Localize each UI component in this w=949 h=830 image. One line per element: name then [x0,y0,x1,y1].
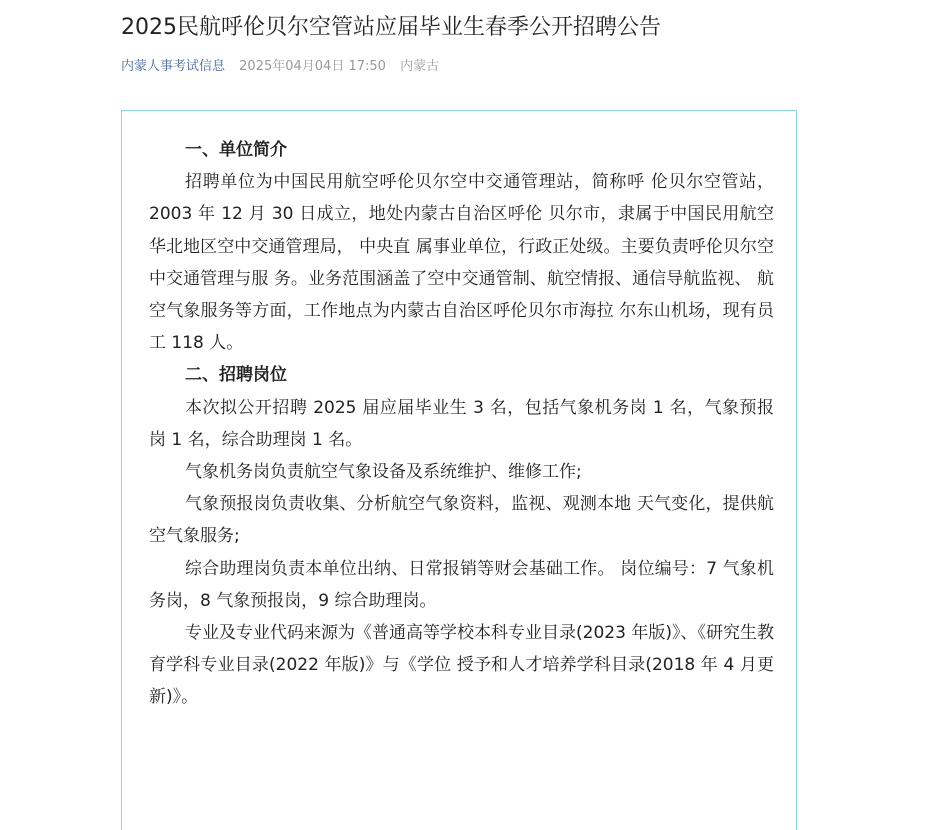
paragraph-assistant-duty: 综合助理岗负责本单位出纳、日常报销等财会基础工作。 岗位编号：7 气象机务岗，8 气象预报岗，9 综合助理岗。 [149,558,774,611]
article-meta [121,57,439,77]
section-heading-unit-intro: 一、单位简介 [185,140,287,160]
article-content-box [121,110,797,830]
paragraph-meteo-equipment-duty: 气象机务岗负责航空气象设备及系统维护、维修工作; [185,462,582,483]
paragraph-major-catalog: 专业及专业代码来源为《普通高等学校本科专业目录(2023 年版)》、《研究生教育学科专业目录(2022 年版)》与《学位 授予和人才培养学科目录(2018 年 4 月更新)》。 [149,623,774,708]
paragraph-unit-intro: 招聘单位为中国民用航空呼伦贝尔空中交通管理站，简称呼 伦贝尔空管站，2003 年 12 月 30 日成立，地处内蒙古自治区呼伦 贝尔市，隶属于中国民用航空华北地区空中交通管理局， 中央直 属事业单位，行政正处级。主要负责呼伦贝尔空中交通管理与服 务。业务范围涵盖了空中交通管制、航空情报、通信导航监视、 航空气象服务等方面，工作地点为内蒙古自治区呼伦贝尔市海拉 尔东山机场，现有员工 118 人。 [149,172,774,354]
paragraph-meteo-forecast-duty: 气象预报岗负责收集、分析航空气象资料，监视、观测本地 天气变化，提供航空气象服务; [149,494,774,547]
article-body [149,134,774,714]
article-title: 2025民航呼伦贝尔空管站应届毕业生春季公开招聘公告 [121,15,661,40]
article-region: 内蒙古 [400,59,440,74]
paragraph-positions-overview: 本次拟公开招聘 2025 届应届毕业生 3 名，包括气象机务岗 1 名，气象预报岗 1 名，综合助理岗 1 名。 [149,397,774,450]
article-datetime: 2025年04月04日 17:50 [239,59,386,74]
section-heading-positions: 二、招聘岗位 [185,365,287,386]
article-source-link[interactable]: 内蒙人事考试信息 [121,59,226,74]
